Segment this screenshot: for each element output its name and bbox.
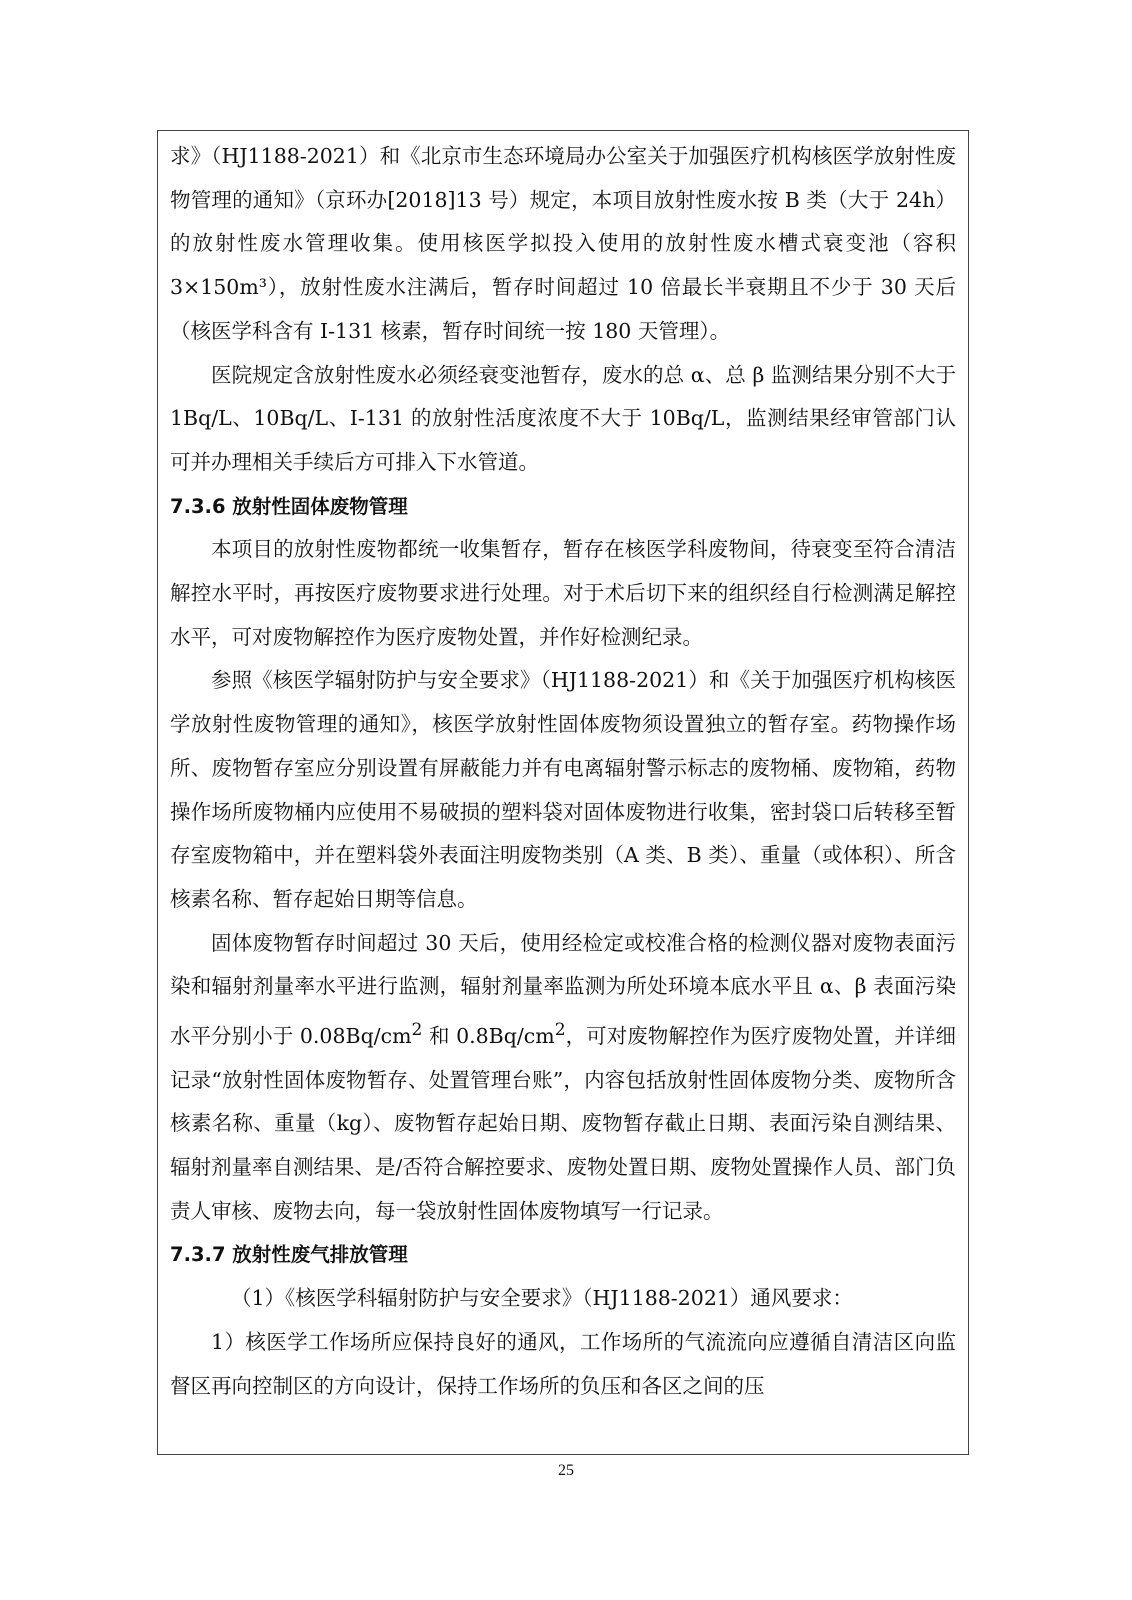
content-frame — [157, 130, 969, 1455]
section-heading: 7.3.7 放射性废气排放管理 — [170, 1243, 408, 1267]
paragraph: 求》（HJ1188-2021）和《北京市生态环境局办公室关于加强医疗机构核医学放射性废物管理的通知》（京环办[2018]13 号）规定，本项目放射性废水按 B 类（大于 24h）的放射性废水管理收集。使用核医学拟投入使用的放射性废水槽式衰变池（容积 3×150m³），放射性废水注满后，暂存时间超过 10 倍最长半衰期且不少于 30 天后（核医学科含有 I-131 核素，暂存时间统一按 180 天管理）。 — [170, 144, 956, 343]
paragraph: 本项目的放射性废物都统一收集暂存，暂存在核医学科废物间，待衰变至符合清洁解控水平时，再按医疗废物要求进行处理。对于术后切下来的组织经自行检测满足解控水平，可对废物解控作为医疗废物处置，并作好检测纪录。 — [170, 537, 956, 649]
superscript: 2 — [554, 1020, 566, 1041]
text-run: 固体废物暂存时间超过 30 天后，使用经检定或校准合格的检测仪器对废物表面污染和辐射剂量率水平进行监测，辐射剂量率监测为所处环境本底水平且 α、β 表面污染水平分别小于 0.08Bq/cm — [170, 930, 956, 1048]
paragraph: 1）核医学工作场所应保持良好的通风，工作场所的气流流向应遵循自清洁区向监督区再向控制区的方向设计，保持工作场所的负压和各区之间的压 — [170, 1329, 956, 1398]
paragraph — [170, 922, 956, 1234]
paragraph: 医院规定含放射性废水必须经衰变池暂存，废水的总 α、总 β 监测结果分别不大于 1Bq/L、10Bq/L、I-131 的放射性活度浓度不大于 10Bq/L，监测结果经审管部门认可并办理相关手续后方可排入下水管道。 — [170, 362, 956, 474]
superscript: 2 — [411, 1020, 423, 1041]
text-run: 和 0.8Bq/cm — [422, 1023, 555, 1048]
text-run: ，可对废物解控作为医疗废物处置，并详细记录“放射性固体废物暂存、处置管理台账”，内容包括放射性固体废物分类、废物所含核素名称、重量（kg）、废物暂存起始日期、废物暂存截止日期、表面污染自测结果、辐射剂量率自测结果、是/否符合解控要求、废物处置日期、废物处置操作人员、部门负责人审核、废物去向，每一袋放射性固体废物填写一行记录。 — [170, 1023, 956, 1223]
paragraph: 参照《核医学辐射防护与安全要求》（HJ1188-2021）和《关于加强医疗机构核医学放射性废物管理的通知》，核医学放射性固体废物须设置独立的暂存室。药物操作场所、废物暂存室应分别设置有屏蔽能力并有电离辐射警示标志的废物桶、废物箱，药物操作场所废物桶内应使用不易破损的塑料袋对固体废物进行收集，密封袋口后转移至暂存室废物箱中，并在塑料袋外表面注明废物类别（A 类、B 类）、重量（或体积）、所含核素名称、暂存起始日期等信息。 — [170, 668, 956, 911]
paragraph: （1）《核医学科辐射防护与安全要求》（HJ1188-2021）通风要求： — [231, 1286, 853, 1311]
page-number: 25 — [558, 1462, 574, 1479]
section-heading: 7.3.6 放射性固体废物管理 — [170, 494, 408, 518]
